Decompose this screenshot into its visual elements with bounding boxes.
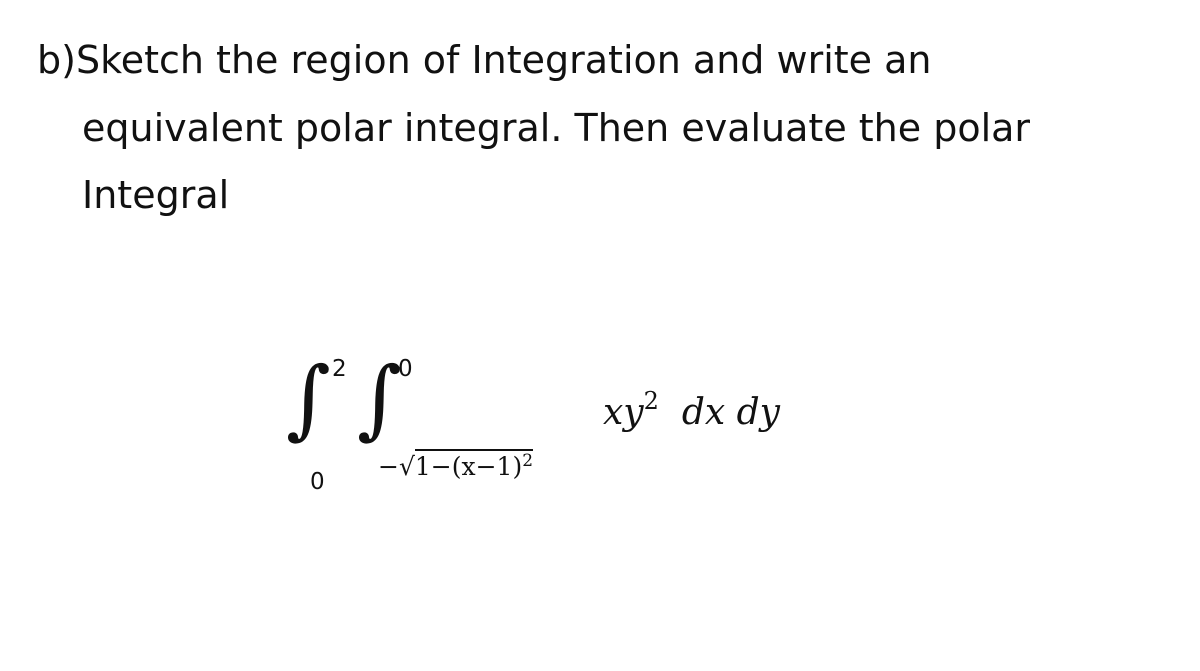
integrand-exponent: 2 (643, 387, 659, 415)
inner-integral-sign: ∫ (357, 349, 402, 449)
inner-upper-limit: 0 (398, 356, 413, 382)
outer-integral-sign: ∫ (286, 349, 331, 449)
integrand-differentials: dx dy (681, 392, 780, 433)
inner-lower-radicand-exponent: 2 (522, 451, 534, 471)
integrand-base: xy (603, 392, 644, 433)
inner-lower-radicand-base: 1−(x−1) (414, 452, 523, 481)
inner-lower-limit (378, 450, 533, 484)
problem-text-line-3: Integral (82, 173, 230, 217)
integrand-expression (603, 387, 780, 435)
problem-text-line-2: equivalent polar integral. Then evaluate the polar (82, 106, 1031, 150)
outer-upper-limit: 2 (332, 356, 347, 382)
inner-lower-prefix: −√ (378, 452, 415, 481)
problem-text-line-1: b)Sketch the region of Integration and write an (37, 38, 932, 82)
inner-lower-radicand (415, 449, 533, 481)
outer-lower-limit: 0 (310, 469, 325, 495)
